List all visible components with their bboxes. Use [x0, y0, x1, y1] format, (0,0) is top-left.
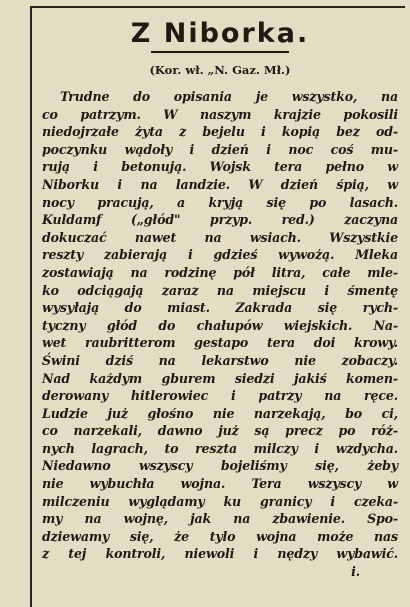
body-line: my na wojnę, jak na zbawienie. Spo- [42, 511, 398, 527]
body-line: wysyłają do miast. Zakrada się rych- [42, 300, 398, 316]
body-line: milczeniu wyglądamy ku granicy i czeka- [42, 493, 398, 509]
body-line: poczynku wądoły i dzień i noc coś mu- [42, 141, 398, 157]
column-top-rule [30, 6, 405, 8]
article-body [42, 88, 398, 581]
body-line: dziewamy się, że tylo wojna może nas [42, 528, 398, 544]
body-line: Trudne do opisania je wszystko, na [60, 89, 398, 104]
body-line: nocy pracują, a kryją się po lasach. [42, 194, 398, 210]
body-line: z tej kontroli, niewoli i nędzy wybawić. [42, 546, 398, 562]
body-line: derowany hitlerowiec i patrzy na ręce. [42, 388, 398, 404]
body-line: co patrzym. W naszym krajzie pokosili [42, 106, 398, 122]
body-line: ko odciągają zaraz na miejscu i śmentę [42, 282, 398, 298]
body-line: rują i betonują. Wojsk tera pełno w [42, 159, 398, 175]
body-line: dokuczać nawet na wsiach. Wszystkie [42, 229, 398, 245]
column-left-rule [30, 6, 32, 607]
body-line: Niborku i na landzie. W dzień śpią, w [42, 176, 398, 192]
body-line: reszty zabierają i gdzieś wywożą. Mleka [42, 247, 398, 263]
body-line: tyczny głód do chałupów wiejskich. Na- [42, 317, 398, 333]
body-line: Nad każdym gburem siedzi jakiś komen- [42, 370, 398, 386]
author-signature: i. [351, 564, 360, 580]
body-line: co narzekali, dawno już są precz po róż- [42, 423, 398, 439]
body-line: Świni dziś na lekarstwo nie zobaczy. [42, 352, 398, 368]
body-line: Kuldamf („głód" przyp. red.) zaczyna [42, 212, 398, 228]
body-line: nych lagrach, to reszta milczy i wzdycha. [42, 440, 398, 456]
body-line: Ludzie już głośno nie narzekają, bo ci, [42, 405, 398, 421]
body-line: Niedawno wszyscy bojeliśmy się, żeby [42, 458, 398, 474]
body-line: nie wybuchła wojna. Tera wszyscy w [42, 476, 398, 492]
article-title: Z Niborka. [130, 18, 310, 49]
article [42, 18, 398, 581]
article-byline: (Kor. wł. „N. Gaz. Mł.) [149, 63, 291, 77]
body-line: wet raubritterom gestapo tera doi krowy. [42, 335, 398, 351]
body-line: niedojrzałe żyta z bejelu i kopią bez od- [42, 124, 398, 140]
title-underline [151, 51, 289, 53]
body-line: zostawiają na rodzinę pół litra, całe mle- [42, 264, 398, 280]
